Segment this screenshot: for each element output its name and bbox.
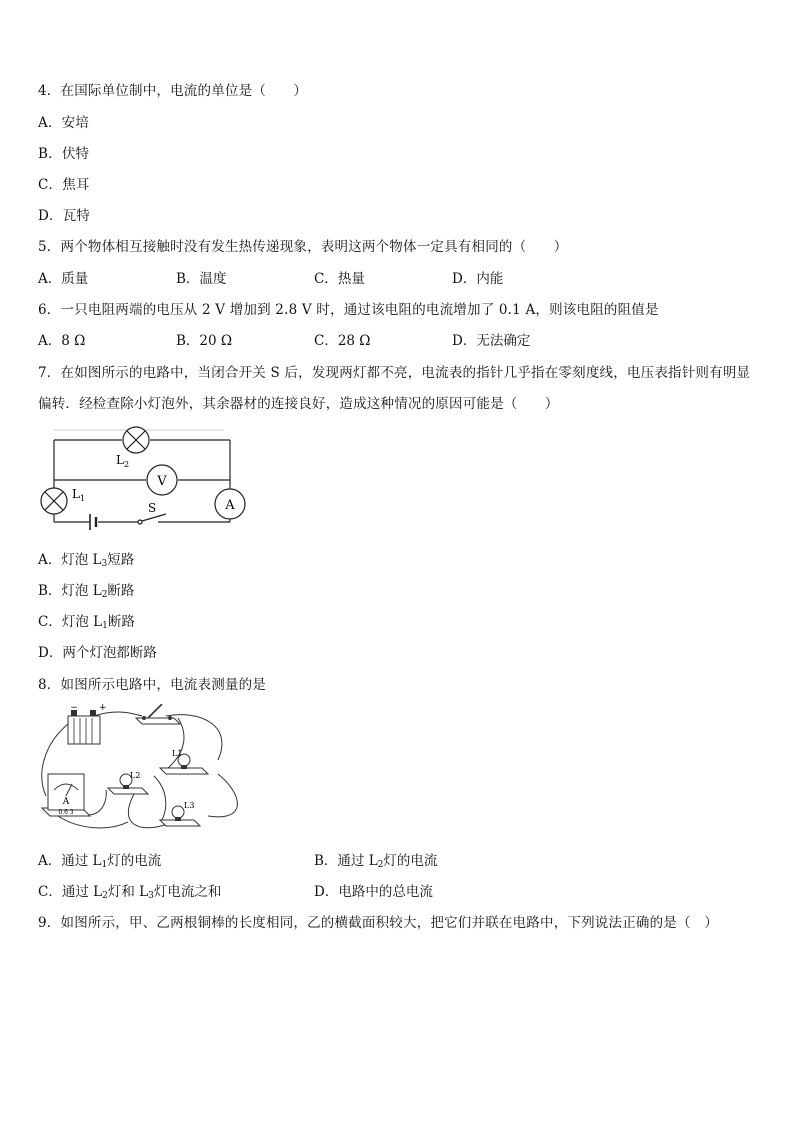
q8-option-c: C．通过 $L_2$灯和 $L_3$灯电流之和 xyxy=(38,884,222,901)
switch-label: S xyxy=(148,501,157,515)
lamp-l2-icon xyxy=(108,771,148,794)
q5-option-b: B．温度 xyxy=(176,271,227,287)
switch-icon xyxy=(136,704,180,724)
svg-text:+: + xyxy=(99,704,107,713)
q5-stem: 5．两个物体相互接触时没有发生热传递现象，表明这两个物体一定具有相同的（ ） xyxy=(38,239,568,255)
svg-text:−: − xyxy=(70,704,78,713)
lamp-l2-label: $L_2$ xyxy=(116,453,130,469)
lamp-l1-label: $L_1$ xyxy=(72,487,86,503)
lamp-l2-icon xyxy=(123,427,149,453)
lamp-l1-icon xyxy=(160,749,208,774)
q5-option-a: A．质量 xyxy=(38,271,89,287)
q7-option-b: B．灯泡 $L_2$断路 xyxy=(38,583,135,600)
battery-icon xyxy=(68,704,107,744)
q6-option-b: B．20 Ω xyxy=(176,333,233,349)
q8-option-b: B．通过 $L_2$灯的电流 xyxy=(314,853,438,870)
q4-option-c: C．焦耳 xyxy=(38,177,90,193)
ammeter-icon xyxy=(215,489,245,519)
svg-text:A: A xyxy=(62,797,70,807)
q7-option-d: D．两个灯泡都断路 xyxy=(38,645,157,661)
svg-text:A: A xyxy=(225,498,235,513)
q7-stem-line2: 偏转．经检查除小灯泡外，其余器材的连接良好，造成这种情况的原因可能是（ ） xyxy=(38,396,559,412)
q8-option-a: A．通过 $L_1$灯的电流 xyxy=(38,853,162,870)
q6-option-c: C．28 Ω xyxy=(314,333,371,349)
q6-stem: 6．一只电阻两端的电压从 2 V 增加到 2.8 V 时，通过该电阻的电流增加了 0.1 A，则该电阻的阻值是 xyxy=(38,302,659,318)
svg-text:L3: L3 xyxy=(184,801,195,810)
q8-option-d: D．电路中的总电流 xyxy=(314,884,433,900)
q7-option-c: C．灯泡 $L_1$断路 xyxy=(38,614,135,631)
q8-stem: 8．如图所示电路中，电流表测量的是 xyxy=(38,677,266,693)
svg-text:L1: L1 xyxy=(172,749,183,758)
lamp-l1-icon xyxy=(41,488,67,514)
q4-stem: 4．在国际单位制中，电流的单位是（ ） xyxy=(38,83,308,99)
q5-option-c: C．热量 xyxy=(314,271,365,287)
voltmeter-icon xyxy=(147,465,177,495)
q4-option-a: A．安培 xyxy=(38,115,90,131)
svg-text:0.6 3: 0.6 3 xyxy=(58,809,74,816)
q4-option-d: D．瓦特 xyxy=(38,208,91,224)
q4-option-b: B．伏特 xyxy=(38,146,90,162)
q7-option-a: A．灯泡 $L_3$短路 xyxy=(38,552,135,569)
svg-text:L2: L2 xyxy=(130,771,141,780)
svg-text:V: V xyxy=(157,474,167,489)
q7-stem-line1: 7．在如图所示的电路中，当闭合开关 S 后，发现两灯都不亮，电流表的指针几乎指在零刻度线，电压表指针则有明显 xyxy=(38,365,751,381)
q5-option-d: D．内能 xyxy=(452,271,504,287)
q9-stem: 9．如图所示，甲、乙两根铜棒的长度相同，乙的横截面积较大，把它们并联在电路中，下列说法正确的是（ ） xyxy=(38,915,719,931)
q7-circuit-diagram xyxy=(38,424,248,534)
q8-physical-circuit xyxy=(38,704,248,836)
q6-option-a: A．8 Ω xyxy=(38,333,86,349)
ammeter-icon xyxy=(42,774,90,816)
q6-option-d: D．无法确定 xyxy=(452,333,531,349)
